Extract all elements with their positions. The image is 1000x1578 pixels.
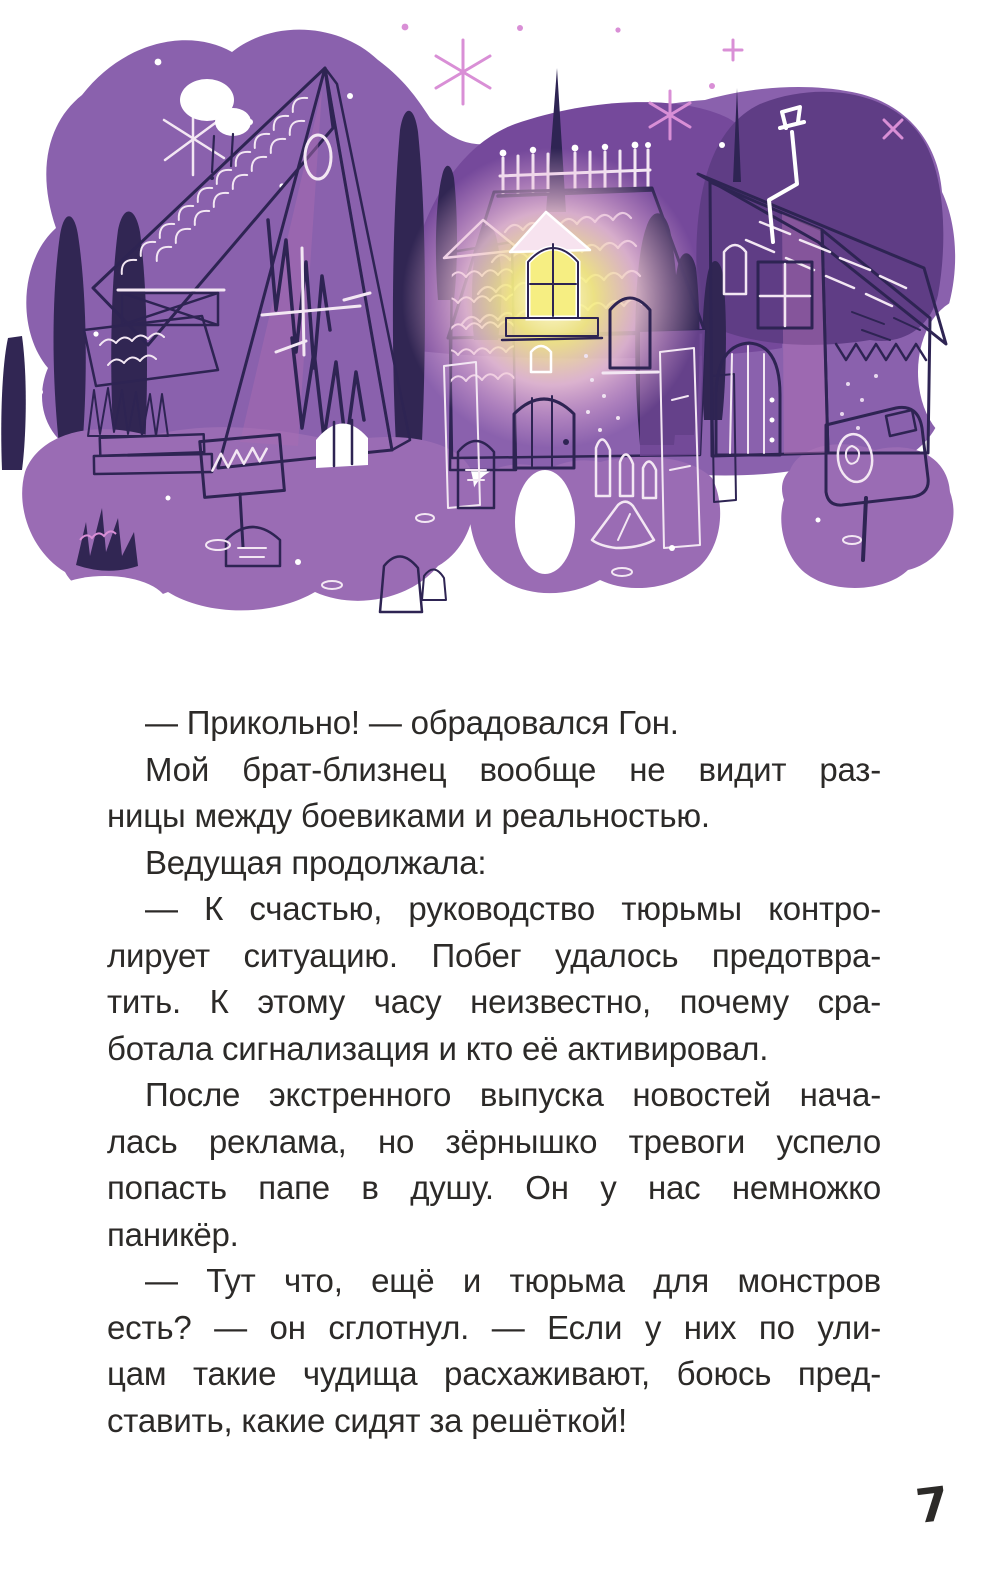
pink-mound-side	[422, 569, 446, 600]
village-illustration-svg	[0, 0, 1000, 640]
text-line: есть? — он сглотнул. — Если у них по ули-	[107, 1308, 881, 1346]
ground-gap-under-door	[515, 470, 575, 574]
text-line: — Прикольно! — обрадовался Гон.	[145, 704, 679, 741]
story-text	[107, 700, 881, 1444]
text-line: ницы между боевиками и реальностью.	[107, 797, 710, 834]
village-illustration	[0, 0, 1000, 640]
paragraph	[107, 747, 881, 840]
window-sill	[603, 372, 658, 373]
paragraph	[107, 840, 881, 887]
text-line: ставить, какие сидят за решёткой!	[107, 1401, 627, 1439]
paragraph	[107, 700, 881, 747]
text-line: лась реклама, но зёрнышко тревоги успело	[107, 1122, 881, 1160]
ground-gap-left	[43, 576, 167, 632]
text-line: Мой брат-близнец вообще не видит раз-	[145, 750, 881, 788]
text-line: — К счастью, руководство тюрьмы контро-	[145, 890, 881, 927]
text-line: Ведущая продолжала:	[145, 843, 487, 881]
page-number: 7	[912, 1476, 953, 1536]
paragraph	[107, 1072, 881, 1258]
text-line: лирует ситуацию. Побег удалось предотвра-	[107, 936, 881, 974]
text-line: паникёр.	[107, 1215, 239, 1253]
text-line: — Тут что, ещё и тюрьма для монстров	[145, 1262, 881, 1299]
text-line: цам такие чудища расхаживают, боюсь пред-	[107, 1355, 881, 1392]
text-line: попасть папе в душу. Он у нас немножко	[107, 1169, 881, 1206]
text-line: ботала сигнализация и кто её активировал.	[107, 1029, 769, 1067]
text-line: тить. К этому часу неизвестно, почему сра-	[107, 983, 881, 1020]
text-line: После экстренного выпуска новостей нача-	[145, 1076, 881, 1113]
paragraph	[107, 886, 881, 1072]
glowing-window	[528, 244, 578, 318]
paragraph	[107, 1258, 881, 1444]
